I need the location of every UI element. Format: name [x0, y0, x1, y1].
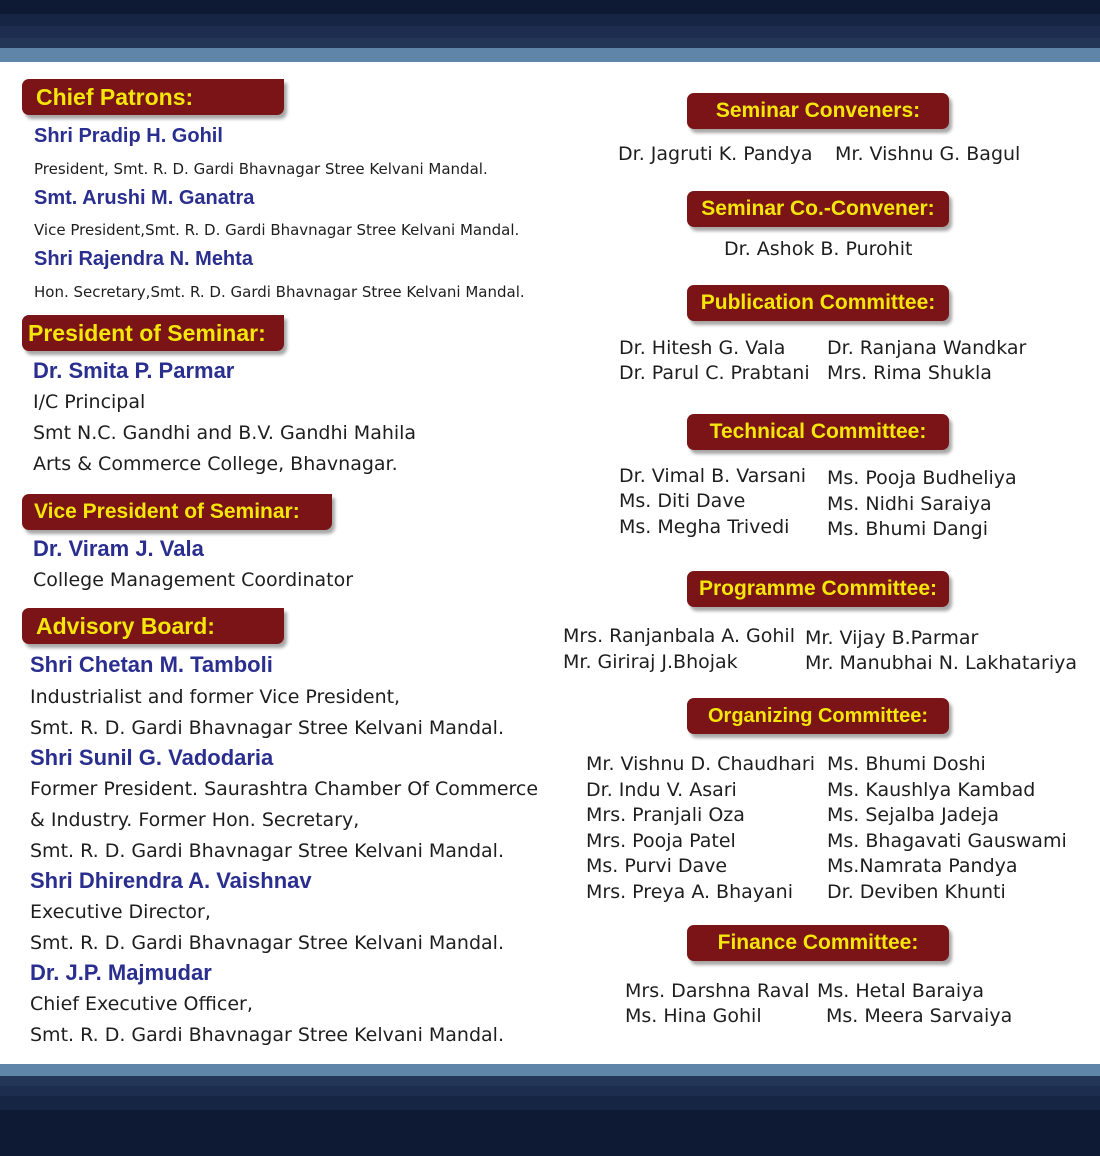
- technical-committee-heading: Technical Committee:: [687, 414, 949, 450]
- technical-member: Ms. Bhumi Dangi: [827, 518, 988, 540]
- publication-member: Mrs. Rima Shukla: [827, 362, 992, 384]
- publication-member: Dr. Parul C. Prabtani: [619, 362, 810, 384]
- patron-name: Shri Pradip H. Gohil: [34, 125, 223, 147]
- seminar-conveners-heading: Seminar Conveners:: [687, 93, 949, 129]
- patron-name: Smt. Arushi M. Ganatra: [34, 187, 255, 209]
- patron-name: Shri Rajendra N. Mehta: [34, 248, 253, 270]
- programme-member: Mr. Manubhai N. Lakhatariya: [805, 652, 1078, 674]
- technical-member: Ms. Diti Dave: [619, 490, 746, 512]
- patron-role: Hon. Secretary,Smt. R. D. Gardi Bhavnagar Stree Kelvani Mandal.: [34, 283, 525, 301]
- top-banner-band: [0, 0, 1100, 62]
- convener-name: Dr. Jagruti K. Pandya: [618, 143, 813, 165]
- president-heading: President of Seminar:: [22, 315, 284, 351]
- bottom-banner-band: [0, 1064, 1100, 1156]
- organizing-member: Ms. Bhagavati Gauswami: [827, 830, 1067, 852]
- co-convener-name: Dr. Ashok B. Purohit: [724, 238, 913, 260]
- organizing-member: Ms.Namrata Pandya: [827, 855, 1018, 877]
- organizing-member: Mrs. Preya A. Bhayani: [586, 881, 793, 903]
- programme-member: Mrs. Ranjanbala A. Gohil: [563, 625, 795, 647]
- president-name: Dr. Smita P. Parmar: [33, 358, 235, 383]
- technical-member: Ms. Pooja Budheliya: [827, 467, 1017, 489]
- organizing-member: Dr. Deviben Khunti: [827, 881, 1006, 903]
- programme-member: Mr. Giriraj J.Bhojak: [563, 651, 738, 673]
- advisor-detail: Smt. R. D. Gardi Bhavnagar Stree Kelvani Mandal.: [30, 932, 504, 954]
- vice-president-detail: College Management Coordinator: [33, 569, 354, 591]
- vice-president-heading: Vice President of Seminar:: [22, 494, 332, 530]
- patron-role: Vice President,Smt. R. D. Gardi Bhavnagar Stree Kelvani Mandal.: [34, 221, 520, 239]
- chief-patrons-heading: Chief Patrons:: [22, 79, 284, 115]
- programme-committee-heading: Programme Committee:: [687, 571, 949, 607]
- advisory-board-heading: Advisory Board:: [22, 608, 284, 644]
- advisor-name: Shri Dhirendra A. Vaishnav: [30, 868, 312, 893]
- publication-member: Dr. Ranjana Wandkar: [827, 337, 1027, 359]
- vice-president-name: Dr. Viram J. Vala: [33, 536, 204, 561]
- technical-member: Ms. Nidhi Saraiya: [827, 493, 992, 515]
- publication-member: Dr. Hitesh G. Vala: [619, 337, 786, 359]
- organizing-member: Mr. Vishnu D. Chaudhari: [586, 753, 816, 775]
- finance-member: Mrs. Darshna Raval: [625, 980, 810, 1002]
- technical-member: Ms. Megha Trivedi: [619, 516, 790, 538]
- president-detail: Arts & Commerce College, Bhavnagar.: [33, 453, 398, 475]
- organizing-member: Dr. Indu V. Asari: [586, 779, 737, 801]
- advisor-name: Dr. J.P. Majmudar: [30, 960, 212, 985]
- advisor-name: Shri Chetan M. Tamboli: [30, 652, 273, 677]
- advisor-detail: Smt. R. D. Gardi Bhavnagar Stree Kelvani Mandal.: [30, 840, 504, 862]
- patron-role: President, Smt. R. D. Gardi Bhavnagar Stree Kelvani Mandal.: [34, 160, 488, 178]
- organizing-member: Ms. Bhumi Doshi: [827, 753, 986, 775]
- advisor-detail: Smt. R. D. Gardi Bhavnagar Stree Kelvani Mandal.: [30, 717, 504, 739]
- organizing-member: Ms. Sejalba Jadeja: [827, 804, 999, 826]
- advisor-detail: Smt. R. D. Gardi Bhavnagar Stree Kelvani Mandal.: [30, 1024, 504, 1046]
- finance-committee-heading: Finance Committee:: [687, 925, 949, 961]
- advisor-detail: & Industry. Former Hon. Secretary,: [30, 809, 360, 831]
- programme-member: Mr. Vijay B.Parmar: [805, 627, 979, 649]
- organizing-member: Ms. Purvi Dave: [586, 855, 728, 877]
- finance-member: Ms. Meera Sarvaiya: [826, 1005, 1013, 1027]
- co-convener-heading: Seminar Co.-Convener:: [687, 191, 949, 227]
- advisor-detail: Industrialist and former Vice President,: [30, 686, 401, 708]
- organizing-committee-heading: Organizing Committee:: [687, 698, 949, 734]
- president-detail: Smt N.C. Gandhi and B.V. Gandhi Mahila: [33, 422, 417, 444]
- organizing-member: Mrs. Pranjali Oza: [586, 804, 745, 826]
- advisor-detail: Chief Executive Officer,: [30, 993, 253, 1015]
- technical-member: Dr. Vimal B. Varsani: [619, 465, 807, 487]
- organizing-member: Mrs. Pooja Patel: [586, 830, 736, 852]
- president-detail: I/C Principal: [33, 391, 146, 413]
- advisor-detail: Former President. Saurashtra Chamber Of Commerce: [30, 778, 539, 800]
- convener-name: Mr. Vishnu G. Bagul: [835, 143, 1021, 165]
- finance-member: Ms. Hina Gohil: [625, 1005, 762, 1027]
- publication-committee-heading: Publication Committee:: [687, 285, 949, 321]
- advisor-detail: Executive Director,: [30, 901, 211, 923]
- organizing-member: Ms. Kaushlya Kambad: [827, 779, 1036, 801]
- finance-member: Ms. Hetal Baraiya: [817, 980, 985, 1002]
- advisor-name: Shri Sunil G. Vadodaria: [30, 745, 274, 770]
